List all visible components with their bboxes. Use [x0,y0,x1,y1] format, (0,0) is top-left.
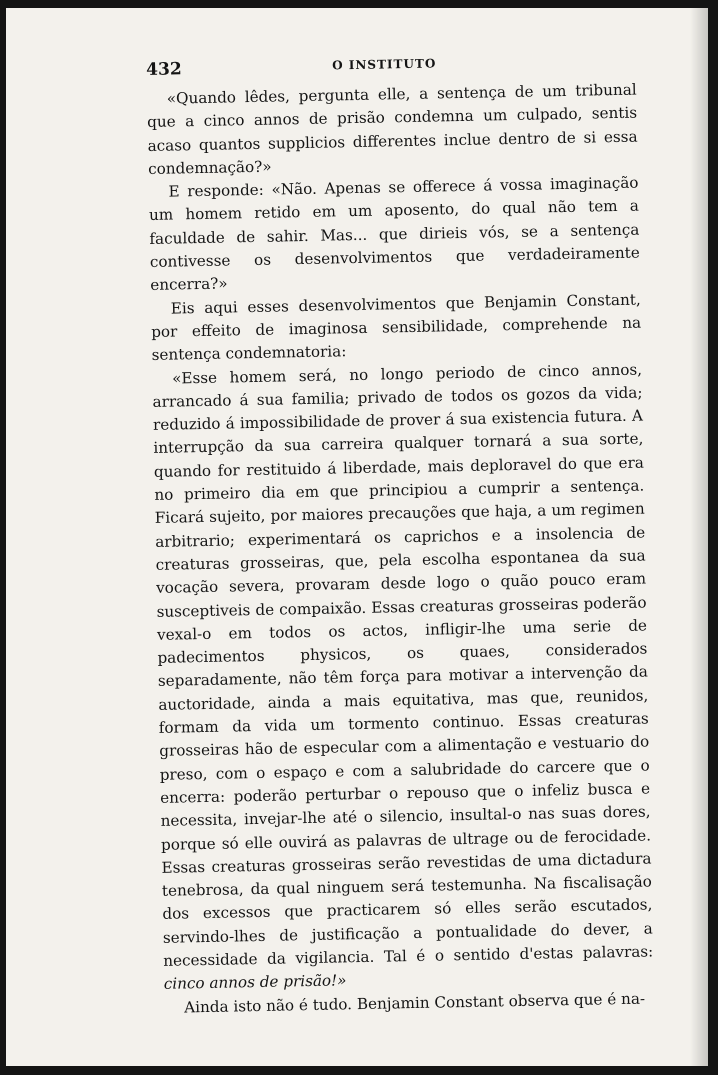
paragraph-5: Ainda isto não é tudo. Benjamin Constant observa que é na- [184,989,646,1017]
paragraph-4-text: «Esse homem será, no longo periodo de cinco annos, arrancado á sua familia; privado de todos os gozos da vida; reduzido á impossibilidade de prover á sua existencia futura. A interrupção da sua carreira qualquer tornará a sua sorte, quando for restituido á liberdade, mais deploravel do que era no primeiro dia em que principiou a cumprir a sentença. Ficará sujeito, por maiores precauções que haja, a um regimen arbitrario; experimentará os caprichos e a insolencia de creaturas grosseiras, que, pela escolha espontanea da sua vocação severa, provaram desde logo o quão pouco eram susceptiveis de compaixão. Essas creaturas grosseiras poderão vexal-o em todos os actos, infligir-lhe uma serie de padecimentos physicos, os quaes, considerados separadamente, não têm força para motivar a intervenção da auctoridade, ainda a mais equitativa, mas que, reunidos, formam da vida um tormento continuo. Essas creaturas grosseiras hão de especular com a alimentação e vestuario do preso, com o espaço e com a salubridade do carcere que o encerra: poderão perturbar o repouso que o infeliz busca e necessita, invejar-lhe até o silencio, insultal-o nas suas dores, porque só elle ouvirá as palavras de ultrage ou de ferocidade. Essas creaturas grosseiras serão revestidas de uma dictadura tenebrosa, da qual ninguem será testemunha. Na fiscalisação dos excessos que practicarem só elles serão escutados, servindo-lhes de justificação a pontualidade do dever, a necessidade da vigilancia. Tal é o sentido d'estas palavras: [152,360,654,970]
page-number: 432 [146,59,182,80]
paragraph-4 [152,358,654,996]
book-page [6,8,708,1066]
paragraph-1: «Quando lêdes, pergunta elle, a sentença de um tribunal que a cinco annos de prisão condemna um culpado, sentis acaso quantos supplicios differentes inclue dentro de si essa condemnação?» [147,80,638,178]
paragraph-4-italic-ending: cinco annos de prisão!» [163,971,347,994]
paragraph-3: Eis aqui esses desenvolvimentos que Benjamin Constant, por effeito de imaginosa sensibilidade, comprehende na sentença condemnatoria: [151,290,642,365]
paragraph-2: E responde: «Não. Apenas se offerece á vossa imaginação um homem retido em um aposento, do qual não tem a faculdade de sahir. Mas... que dirieis vós, se a sentença contivesse os desenvolvimentos que verdadeiramente encerra?» [148,173,640,295]
running-title: O INSTITUTO [332,56,437,73]
text-block [146,51,654,1020]
